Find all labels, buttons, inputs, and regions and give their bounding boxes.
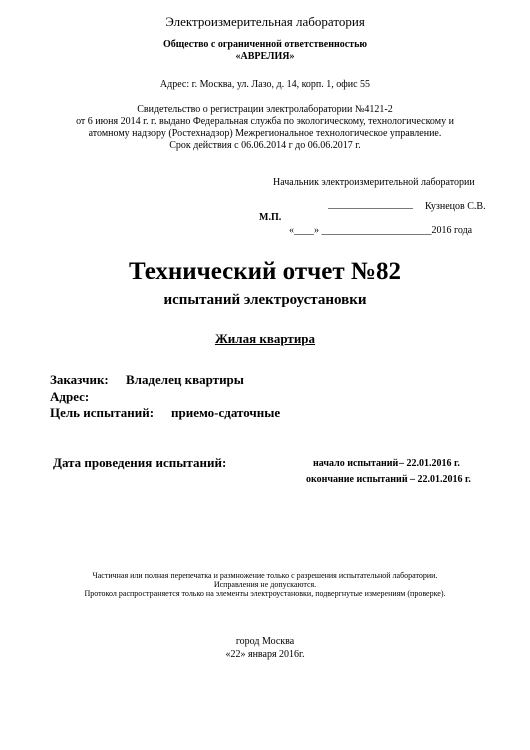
report-title: Технический отчет №82: [129, 258, 401, 285]
footnote-line1: Частичная или полная перепечатка и размножение только с разрешения испытательной лаборатории.: [92, 571, 438, 580]
stamp-label: М.П.: [259, 212, 282, 223]
certificate-line4: Срок действия с 06.06.2014 г до 06.06.2017 г.: [169, 140, 361, 151]
org-name-line2: «АВРЕЛИЯ»: [235, 51, 295, 62]
end-value: – 22.01.2016 г.: [410, 474, 471, 485]
footer-city: город Москва: [235, 636, 295, 647]
footnote-line3: Протокол распространяется только на элементы электроустановки, подвергнутые измерениям (проверке).: [84, 589, 446, 598]
chief-name: Кузнецов С.В.: [425, 201, 486, 212]
end-label: окончание испытаний: [306, 474, 408, 485]
chief-title: Начальник электроизмерительной лаборатории: [273, 177, 475, 188]
lab-address: Адрес: г. Москва, ул. Лазо, д. 14, корп. 1, офис 55: [159, 79, 371, 90]
lab-name: Электроизмерительная лаборатория: [165, 14, 365, 29]
purpose-label: Цель испытаний:: [50, 405, 155, 420]
customer-label: Заказчик:: [50, 372, 109, 387]
address-label: Адрес:: [50, 389, 90, 404]
certificate-line1: Свидетельство о регистрации электролаборатории №4121-2: [137, 104, 393, 115]
certificate-line3: атомному надзору (Ростехнадзор) Межрегиональное технологическое управление.: [88, 128, 442, 139]
certificate-line2: от 6 июня 2014 г. г. выдано Федеральная служба по экологическому, технологическому и: [76, 116, 454, 127]
footnote-line2: Исправления не допускаются.: [213, 580, 317, 589]
org-name-line1: Общество с ограниченной ответственностью: [162, 39, 368, 50]
approval-date-line: «____» ______________________2016 года: [289, 225, 473, 236]
customer-value: Владелец квартиры: [126, 372, 244, 387]
start-value: – 22.01.2016 г.: [399, 458, 460, 469]
test-date-label: Дата проведения испытаний:: [53, 455, 227, 470]
purpose-value: приемо-сдаточные: [171, 405, 281, 420]
footer-date: «22» января 2016г.: [225, 649, 305, 660]
report-subtitle: испытаний электроустановки: [163, 292, 367, 308]
signature-line: _________________: [328, 199, 413, 210]
object-name: Жилая квартира: [214, 331, 316, 346]
start-label: начало испытаний: [313, 458, 399, 469]
